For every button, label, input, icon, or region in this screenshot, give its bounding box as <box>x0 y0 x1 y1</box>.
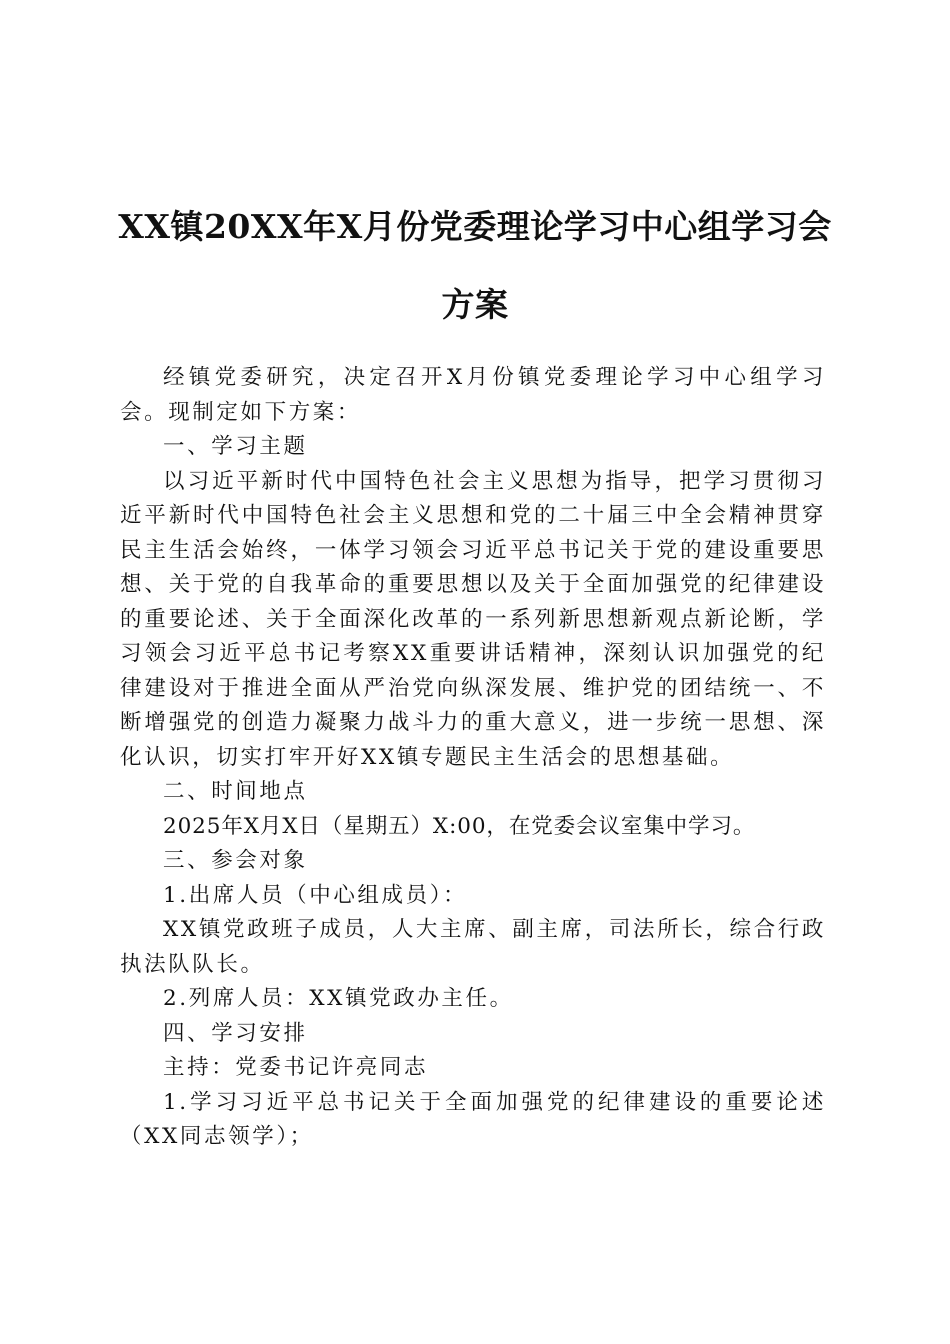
attendees-subheading-1: 1.出席人员（中心组成员）： <box>163 882 468 908</box>
document-title: XX镇20XX年X月份党委理论学习中心组学习会方案 <box>118 207 832 324</box>
attendees-paragraph-2: 2.列席人员：XX镇党政办主任。 <box>163 986 514 1011</box>
section-heading-time-place: 二、时间地点 <box>163 779 308 804</box>
theme-paragraph: 以习近平新时代中国特色社会主义思想为指导，把学习贯彻习近平新时代中国特色社会主义思想和党的二十届三中全会精神贯穿民主生活会始终，一体学习领会习近平总书记关于党的建设重要思想、关于党的自我革命的重要思想以及关于全面加强党的纪律建设的重要论述、关于全面深化改革的一系列新思想新观点新论断，学习领会习近平总书记考察XX重要讲话精神，深刻认识加强党的纪律建设对于推进全面从严治党向纵深发展、维护党的团结统一、不断增强党的创造力凝聚力战斗力的重大意义，进一步统一思想、深化认识，切实打牢开好XX镇专题民主生活会的思想基础。 <box>120 468 826 770</box>
time-place-paragraph: 2025年X月X日（星期五）X:00，在党委会议室集中学习。 <box>163 813 756 839</box>
section-heading-arrangement: 四、学习安排 <box>163 1020 308 1046</box>
section-heading-attendees: 三、参会对象 <box>163 848 308 873</box>
document-body <box>120 361 826 1155</box>
arrangement-host: 主持：党委书记许亮同志 <box>163 1055 429 1080</box>
attendees-paragraph-1: XX镇党政班子成员，人大主席、副主席，司法所长，综合行政执法队队长。 <box>120 917 826 977</box>
intro-paragraph: 经镇党委研究，决定召开X月份镇党委理论学习中心组学习会。现制定如下方案： <box>120 365 826 425</box>
arrangement-item-1: 1.学习习近平总书记关于全面加强党的纪律建设的重要论述（XX同志领学）； <box>120 1089 826 1149</box>
section-heading-theme: 一、学习主题 <box>163 434 308 459</box>
